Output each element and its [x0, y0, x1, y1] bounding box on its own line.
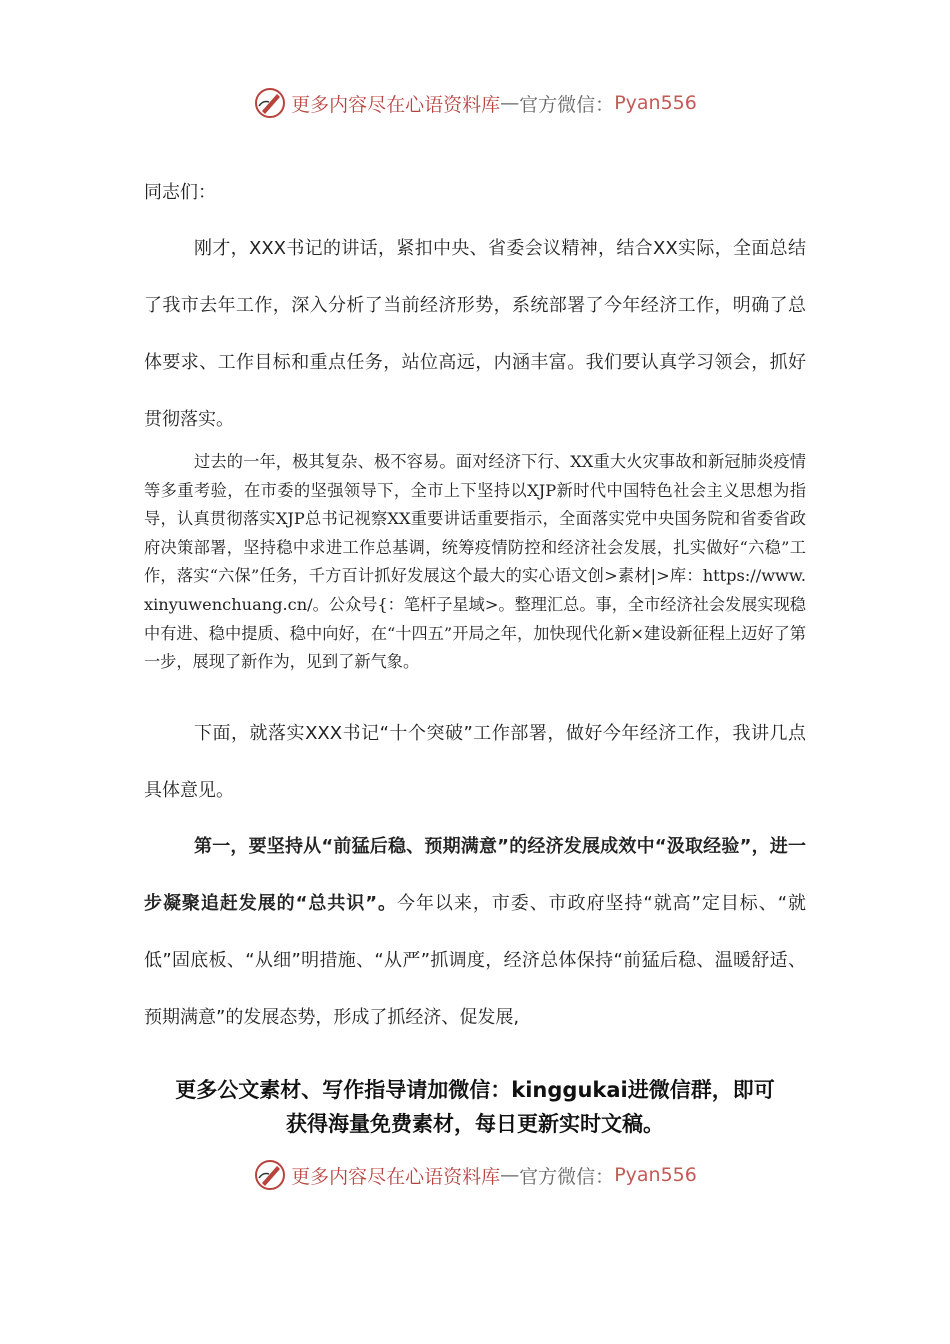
- watermark-label: 官方微信：: [519, 93, 615, 116]
- watermark-account: Pyan556: [614, 1164, 697, 1186]
- watermark-label: 官方微信：: [519, 1165, 615, 1188]
- watermark-banner-bottom: [0, 1155, 950, 1195]
- paragraph-4: [144, 818, 806, 1046]
- paragraph-4-body: 今年以来，市委、市政府坚持“就高”定目标、“就低”固底板、“从细”明措施、“从严”抓调度，经济总体保持“前猛后稳、温暖舒适、预期满意”的发展态势，形成了抓经济、促发展,: [144, 893, 806, 1028]
- paragraph-4-heading: 第一，要坚持从“前猛后稳、预期满意”的经济发展成效中“汲取经验”，进一步凝聚追赶发展的“总共识”。: [144, 836, 806, 914]
- salutation: 同志们：: [144, 182, 216, 203]
- promo-notice: [130, 1073, 820, 1141]
- pen-logo-icon: [253, 1158, 287, 1192]
- watermark-site: 更多内容尽在心语资料库: [291, 93, 501, 116]
- paragraph-3: 下面，就落实XXX书记“十个突破”工作部署，做好今年经济工作，我讲几点具体意见。: [144, 723, 806, 801]
- paragraph-1: 刚才，XXX书记的讲话，紧扣中央、省委会议精神，结合XX实际，全面总结了我市去年工作，深入分析了当前经济形势，系统部署了今年经济工作，明确了总体要求、工作目标和重点任务，站位高远，内涵丰富。我们要认真学习领会，抓好贯彻落实。: [144, 238, 806, 430]
- promo-line-2: 获得海量免费素材，每日更新实时文稿。: [286, 1112, 664, 1136]
- watermark-dash: —: [500, 92, 520, 114]
- watermark-banner-top: [0, 83, 950, 123]
- pen-logo-icon: [253, 86, 287, 120]
- watermark-account: Pyan556: [614, 92, 697, 114]
- promo-line-1: 更多公文素材、写作指导请加微信：kinggukai进微信群，即可: [175, 1078, 775, 1102]
- watermark-dash: —: [500, 1164, 520, 1186]
- paragraph-2: 过去的一年，极其复杂、极不容易。面对经济下行、XX重大火灾事故和新冠肺炎疫情等多重考验，在市委的坚强领导下，全市上下坚持以XJP新时代中国特色社会主义思想为指导，认真贯彻落实XJP总书记视察XX重要讲话重要指示，全面落实党中央国务院和省委省政府决策部署，坚持稳中求进工作总基调，统筹疫情防控和经济社会发展，扎实做好“六稳”工作，落实“六保”任务，千方百计抓好发展这个最大的实心语文创>素材|>库：https://www.xinyuwenchuang.cn/。公众号{：笔杆子星域>。整理汇总。事，全市经济社会发展实现稳中有进、稳中提质、稳中向好，在“十四五”开局之年，加快现代化新×建设新征程上迈好了第一步，展现了新作为，见到了新气象。: [144, 452, 806, 672]
- watermark-site: 更多内容尽在心语资料库: [291, 1165, 501, 1188]
